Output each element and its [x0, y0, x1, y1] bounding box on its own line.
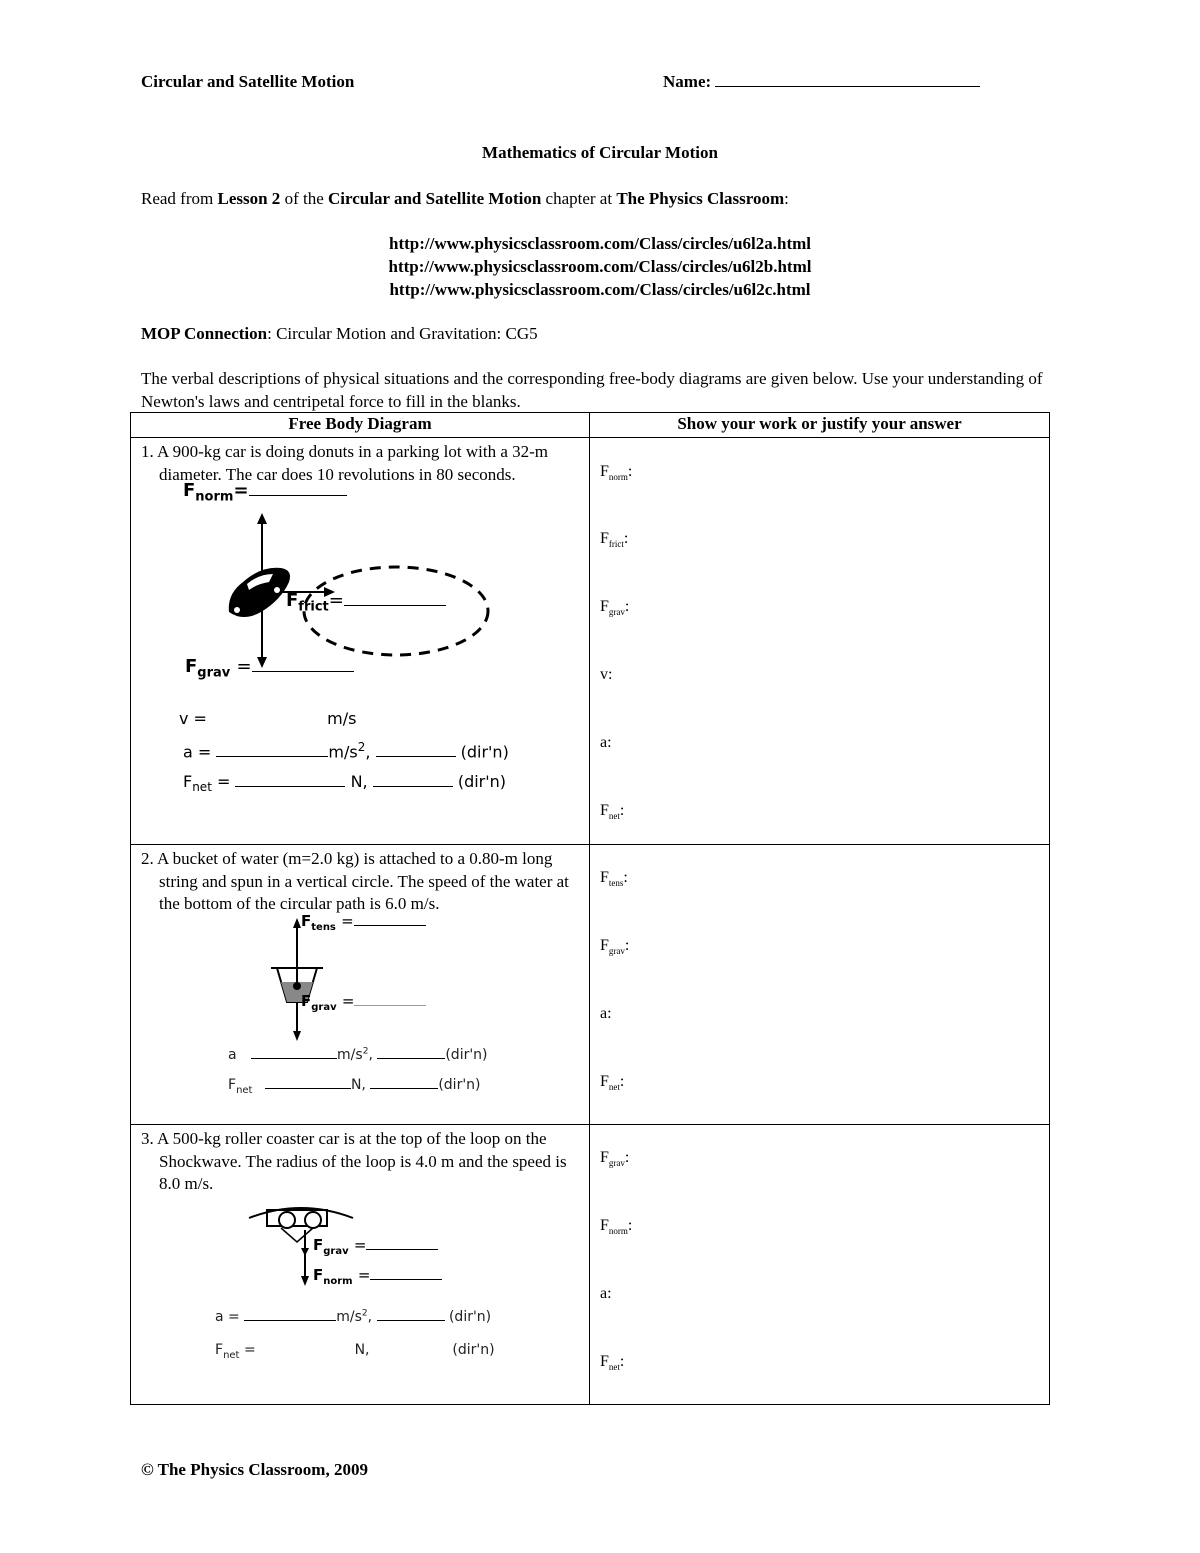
p1-fnet-dir-blank[interactable]	[373, 774, 453, 787]
intro-colon: :	[784, 189, 789, 208]
fgrav3-arrowhead	[301, 1248, 309, 1256]
fnorm3-blank[interactable]	[370, 1267, 442, 1280]
problem-1-text: 1. A 900-kg car is doing donuts in a parking lot with a 32-m diameter. The car does 10 revolutions in 80 seconds.	[141, 442, 549, 484]
p2-a-line: a $m/s^2$, (dir'n)	[228, 1045, 488, 1063]
problem-2-text: 2. A bucket of water (m=2.0 kg) is attached to a 0.80-m long string and spun in a vertical circle. The speed of the water at the bottom of the circular path is 6.0 m/s.	[141, 849, 569, 913]
p1-ans-a: a:	[600, 734, 612, 751]
problem-3-text: 3. A 500-kg roller coaster car is at the top of the loop on the Shockwave. The radius of the loop is 4.0 m and the speed is 8.0 m/s.	[141, 1129, 567, 1193]
instructions: The verbal descriptions of physical situations and the corresponding free-body diagrams are given below. Use your understanding of Newton's laws and centripetal force to fill in the blanks.	[141, 369, 1043, 411]
p1-ans-fnet: $F_{net}$:	[600, 802, 625, 822]
name-label: Name:	[663, 72, 712, 91]
fgrav2-arrowhead	[293, 1031, 301, 1041]
problem-1-diagram	[131, 480, 589, 826]
url-link-b[interactable]: http://www.physicsclassroom.com/Class/circles/u6l2b.html	[388, 257, 812, 276]
problem-2-answers	[590, 845, 1049, 1117]
table-row	[131, 845, 1050, 1125]
fgrav3-label: $F_{grav}$ =	[313, 1236, 438, 1257]
intro-read-from: Read from	[141, 189, 214, 208]
table-row	[131, 1125, 1050, 1405]
problem-2	[131, 845, 589, 916]
fnorm3-arrowhead	[301, 1276, 309, 1286]
copyright-footer: © The Physics Classroom, 2009	[141, 1460, 368, 1479]
mop-connection	[141, 323, 1061, 346]
problem-3-answers	[590, 1125, 1049, 1397]
intro-lesson: Lesson 2	[217, 189, 281, 208]
url-link-a[interactable]: http://www.physicsclassroom.com/Class/circles/u6l2a.html	[388, 234, 811, 253]
problem-1-work-cell[interactable]	[590, 438, 1050, 845]
p1-ans-ffrict: $F_{frict}$:	[600, 530, 629, 550]
table-row	[131, 438, 1050, 845]
problem-1-answers	[590, 438, 1049, 838]
intro-chapter: Circular and Satellite Motion	[328, 189, 542, 208]
mop-label: MOP Connection	[141, 324, 268, 343]
p1-v-line: v = m/s	[179, 709, 357, 728]
table-header-row	[131, 413, 1050, 438]
fnorm3-label: $F_{norm}$ =	[313, 1266, 442, 1287]
fgrav-blank[interactable]	[252, 659, 354, 672]
p3-ans-fnorm: $F_{norm}$:	[600, 1217, 633, 1237]
p1-ans-fgrav: $F_{grav}$:	[600, 598, 630, 618]
p2-ans-fgrav: $F_{grav}$:	[600, 937, 630, 957]
p1-a-dir-blank[interactable]	[376, 744, 456, 757]
p3-ans-fgrav: $F_{grav}$:	[600, 1149, 630, 1169]
intro-of-the: of the	[284, 189, 324, 208]
problem-2-work-cell[interactable]	[590, 845, 1050, 1125]
problem-3-diagram-cell	[131, 1125, 590, 1405]
p3-ans-a: a:	[600, 1285, 612, 1302]
fnorm-label: $F_{norm}=$	[183, 480, 347, 505]
car-icon	[229, 568, 290, 617]
mop-text: : Circular Motion and Gravitation: CG5	[267, 324, 538, 343]
url-link-c[interactable]: http://www.physicsclassroom.com/Class/circles/u6l2c.html	[389, 280, 811, 299]
p1-ans-fnorm: $F_{norm}$:	[600, 463, 633, 483]
p2-fnet-blank[interactable]	[265, 1076, 351, 1089]
problem-1-diagram-cell	[131, 438, 590, 845]
p2-a-blank[interactable]	[251, 1046, 337, 1059]
p3-a-blank[interactable]	[244, 1308, 336, 1321]
p3-a-dir-blank[interactable]	[377, 1308, 445, 1321]
worksheet-unit-title: Circular and Satellite Motion	[141, 72, 355, 91]
fgrav3-blank[interactable]	[366, 1237, 438, 1250]
ffrict-blank[interactable]	[344, 593, 446, 606]
p2-a-dir-blank[interactable]	[377, 1046, 445, 1059]
fgrav2-label: $F_{grav}$ =	[301, 992, 426, 1013]
problem-1	[131, 438, 589, 486]
problem-3-diagram	[131, 1196, 589, 1396]
ffrict-label: $F_{frict}=$	[286, 590, 446, 615]
url-list	[0, 232, 1200, 301]
col-header-work: Show your work or justify your answer	[590, 413, 1050, 438]
p2-fnet-dir-blank[interactable]	[370, 1076, 438, 1089]
problem-3	[131, 1125, 589, 1196]
fgrav-label: $F_{grav}$ =	[185, 656, 354, 681]
fnorm-arrowhead	[257, 513, 267, 524]
name-blank-line[interactable]	[715, 72, 980, 87]
p2-ans-fnet: $F_{net}$:	[600, 1073, 625, 1093]
p1-a-line: $a = m/s^2$, (dir'n)	[183, 740, 509, 762]
problem-2-diagram-cell	[131, 845, 590, 1125]
name-field[interactable]	[663, 72, 980, 92]
problem-3-work-cell[interactable]	[590, 1125, 1050, 1405]
intro-line	[141, 188, 1061, 211]
p3-fnet-line: $F_{net} = N$, (dir'n)	[215, 1341, 495, 1361]
ftens-label: $F_{tens}$ =	[301, 912, 426, 933]
p2-ans-ftens: $F_{tens}$:	[600, 869, 628, 889]
p3-a-line: $a = m/s^2$, (dir'n)	[215, 1307, 492, 1325]
p3-ans-fnet: $F_{net}$:	[600, 1353, 625, 1373]
fgrav2-blank[interactable]	[354, 993, 426, 1006]
p2-fnet-line: $F_{net}$ N, (dir'n)	[228, 1076, 481, 1096]
p1-a-blank[interactable]	[216, 744, 328, 757]
page-title: Mathematics of Circular Motion	[482, 143, 718, 162]
col-header-diagram: Free Body Diagram	[131, 413, 590, 438]
p2-ans-a: a:	[600, 1005, 612, 1022]
p1-fnet-blank[interactable]	[235, 774, 345, 787]
worksheet-table	[130, 412, 1050, 1405]
p1-ans-v: v:	[600, 666, 613, 683]
intro-chapter-at: chapter at	[545, 189, 613, 208]
fnorm-blank[interactable]	[249, 483, 347, 496]
p1-fnet-line: $F_{net} = N$, (dir'n)	[183, 772, 507, 795]
ftens-blank[interactable]	[354, 913, 426, 926]
ftens-arrowhead	[293, 918, 301, 928]
problem-2-diagram	[131, 911, 589, 1116]
intro-site: The Physics Classroom	[616, 189, 785, 208]
coaster-fbd-svg	[131, 1196, 588, 1396]
